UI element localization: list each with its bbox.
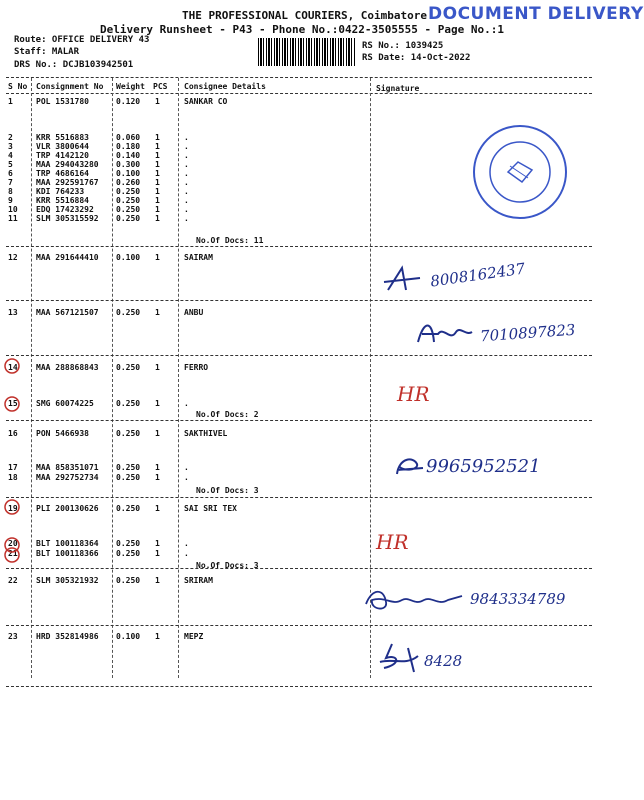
row-pcs: 1 [155,187,160,196]
row-consignment-no: POL 1531780 [36,97,89,106]
drs-number: DRS No.: DCJB103942501 [14,60,134,70]
no-of-docs: No.Of Docs: 2 [196,410,259,419]
col-weight: Weight [116,82,145,91]
row-consignee: SANKAR CO [184,97,228,106]
row-weight: 0.250 [116,576,141,585]
row-sno: 19 [8,504,18,513]
row-consignment-no: EDQ 17423292 [36,205,94,214]
signature-initials-19: HR [376,530,409,554]
row-pcs: 1 [155,169,160,178]
row-consignee: . [184,549,189,558]
rs-date: RS Date: 14-Oct-2022 [362,53,471,63]
row-sno: 9 [8,196,13,205]
row-weight: 0.250 [116,549,141,558]
row-consignee: . [184,133,189,142]
row-pcs: 1 [155,253,160,262]
header-bottom-rule [6,93,592,94]
row-sno: 16 [8,429,18,438]
row-consignee: SRIRAM [184,576,213,585]
signature-row-23 [372,638,432,678]
row-consignment-no: SLM 305321932 [36,576,99,585]
row-consignee: SAKTHIVEL [184,429,228,438]
col-divider [31,78,32,678]
row-sno: 10 [8,205,18,214]
row-weight: 0.100 [116,253,141,262]
col-divider [178,78,179,678]
row-pcs: 1 [155,576,160,585]
row-sno: 23 [8,632,18,641]
row-consignment-no: HRD 352814986 [36,632,99,641]
row-consignment-no: TRP 4142120 [36,151,89,160]
red-circle-mark [2,394,22,414]
row-pcs: 1 [155,97,160,106]
row-pcs: 1 [155,549,160,558]
group-separator [6,420,592,421]
row-consignee: SAIRAM [184,253,213,262]
row-weight: 0.100 [116,169,141,178]
row-consignee: . [184,187,189,196]
row-weight: 0.100 [116,632,141,641]
row-sno: 8 [8,187,13,196]
red-circle-mark [2,497,22,517]
row-sno: 22 [8,576,18,585]
row-consignment-no: MAA 288868843 [36,363,99,372]
row-pcs: 1 [155,308,160,317]
col-consignee: Consignee Details [184,82,266,91]
group-separator [6,625,592,626]
row-consignee: . [184,463,189,472]
col-pcs: PCS [153,82,168,91]
row-sno: 12 [8,253,18,262]
signature-row-13 [410,312,490,352]
row-sno: 11 [8,214,18,223]
row-sno: 4 [8,151,13,160]
row-consignee: . [184,196,189,205]
col-divider [112,78,113,678]
row-weight: 0.250 [116,196,141,205]
row-consignment-no: SMG 60074225 [36,399,94,408]
row-consignee: . [184,151,189,160]
group-separator [6,246,592,247]
group-separator [6,497,592,498]
row-sno: 18 [8,473,18,482]
row-weight: 0.060 [116,133,141,142]
runsheet-title: Delivery Runsheet - P43 - Phone No.:0422-3505555 - Page No.:1 [100,23,504,36]
signature-phone-12: 8008162437 [429,259,527,291]
row-weight: 0.250 [116,187,141,196]
row-pcs: 1 [155,160,160,169]
row-consignee: . [184,169,189,178]
row-consignee: . [184,399,189,408]
row-sno: 21 [8,549,18,558]
row-weight: 0.250 [116,463,141,472]
signature-number-23: 8428 [424,652,463,670]
row-pcs: 1 [155,133,160,142]
row-consignee: . [184,205,189,214]
row-consignment-no: BLT 100118366 [36,549,99,558]
row-consignee: . [184,178,189,187]
row-consignment-no: KRR 5516884 [36,196,89,205]
signature-phone-16: 9965952521 [426,456,541,477]
row-pcs: 1 [155,463,160,472]
row-weight: 0.250 [116,504,141,513]
row-weight: 0.250 [116,399,141,408]
row-sno: 3 [8,142,13,151]
row-pcs: 1 [155,196,160,205]
document-delivery-stamp: DOCUMENT DELIVERY [428,4,644,24]
signature-initials-14: HR [397,382,430,406]
row-pcs: 1 [155,539,160,548]
row-consignment-no: SLM 305315592 [36,214,99,223]
signature-row-22 [362,582,472,618]
col-sno: S No [8,82,28,91]
company-seal-stamp [470,122,570,222]
row-consignment-no: MAA 567121507 [36,308,99,317]
row-weight: 0.250 [116,473,141,482]
row-consignment-no: VLR 3800644 [36,142,89,151]
row-pcs: 1 [155,151,160,160]
row-weight: 0.260 [116,178,141,187]
row-pcs: 1 [155,429,160,438]
row-weight: 0.250 [116,429,141,438]
row-consignment-no: BLT 100118364 [36,539,99,548]
row-consignment-no: KDI 764233 [36,187,85,196]
row-consignee: ANBU [184,308,204,317]
row-consignee: . [184,142,189,151]
row-sno: 13 [8,308,18,317]
row-pcs: 1 [155,205,160,214]
row-pcs: 1 [155,473,160,482]
col-signature: Signature [376,84,420,93]
no-of-docs: No.Of Docs: 3 [196,486,259,495]
row-consignment-no: TRP 4686164 [36,169,89,178]
header-top-rule [6,77,592,78]
row-weight: 0.140 [116,151,141,160]
staff-label: Staff: MALAR [14,47,80,57]
col-consignment: Consignment No [36,82,104,91]
no-of-docs: No.Of Docs: 3 [196,561,259,570]
row-sno: 20 [8,539,18,548]
row-weight: 0.250 [116,363,141,372]
no-of-docs: No.Of Docs: 11 [196,236,264,245]
row-pcs: 1 [155,214,160,223]
row-consignee: . [184,214,189,223]
row-consignment-no: MAA 292591767 [36,178,99,187]
row-consignment-no: KRR 5516883 [36,133,89,142]
row-consignment-no: MAA 292752734 [36,473,99,482]
row-weight: 0.250 [116,214,141,223]
row-pcs: 1 [155,399,160,408]
row-sno: 1 [8,97,13,106]
group-separator [6,686,592,687]
row-weight: 0.300 [116,160,141,169]
row-consignee: FERRO [184,363,209,372]
row-weight: 0.120 [116,97,141,106]
row-sno: 7 [8,178,13,187]
row-sno: 17 [8,463,18,472]
row-consignee: SAI SRI TEX [184,504,237,513]
row-consignee: . [184,539,189,548]
row-weight: 0.250 [116,308,141,317]
red-circle-mark [2,356,22,376]
route-label: Route: OFFICE DELIVERY 43 [14,35,150,45]
row-weight: 0.180 [116,142,141,151]
rs-number: RS No.: 1039425 [362,41,444,51]
row-sno: 6 [8,169,13,178]
row-consignee: MEPZ [184,632,204,641]
row-consignment-no: MAA 858351071 [36,463,99,472]
barcode [258,38,356,66]
row-sno: 14 [8,363,18,372]
red-circle-mark [2,545,22,565]
row-pcs: 1 [155,632,160,641]
company-name: THE PROFESSIONAL COURIERS, Coimbatore [182,9,428,22]
row-consignment-no: PON 5466938 [36,429,89,438]
group-separator [6,355,592,356]
row-weight: 0.250 [116,539,141,548]
row-sno: 15 [8,399,18,408]
row-consignment-no: PLI 200130626 [36,504,99,513]
row-consignee: . [184,160,189,169]
row-consignment-no: MAA 294043280 [36,160,99,169]
signature-phone-13: 7010897823 [479,320,576,346]
row-pcs: 1 [155,504,160,513]
row-pcs: 1 [155,363,160,372]
row-sno: 5 [8,160,13,169]
row-weight: 0.250 [116,205,141,214]
signature-row-16 [393,452,427,482]
signature-phone-22: 9843334789 [470,590,566,608]
row-sno: 2 [8,133,13,142]
row-consignment-no: MAA 291644410 [36,253,99,262]
row-pcs: 1 [155,142,160,151]
row-consignee: . [184,473,189,482]
group-separator [6,568,592,569]
row-pcs: 1 [155,178,160,187]
